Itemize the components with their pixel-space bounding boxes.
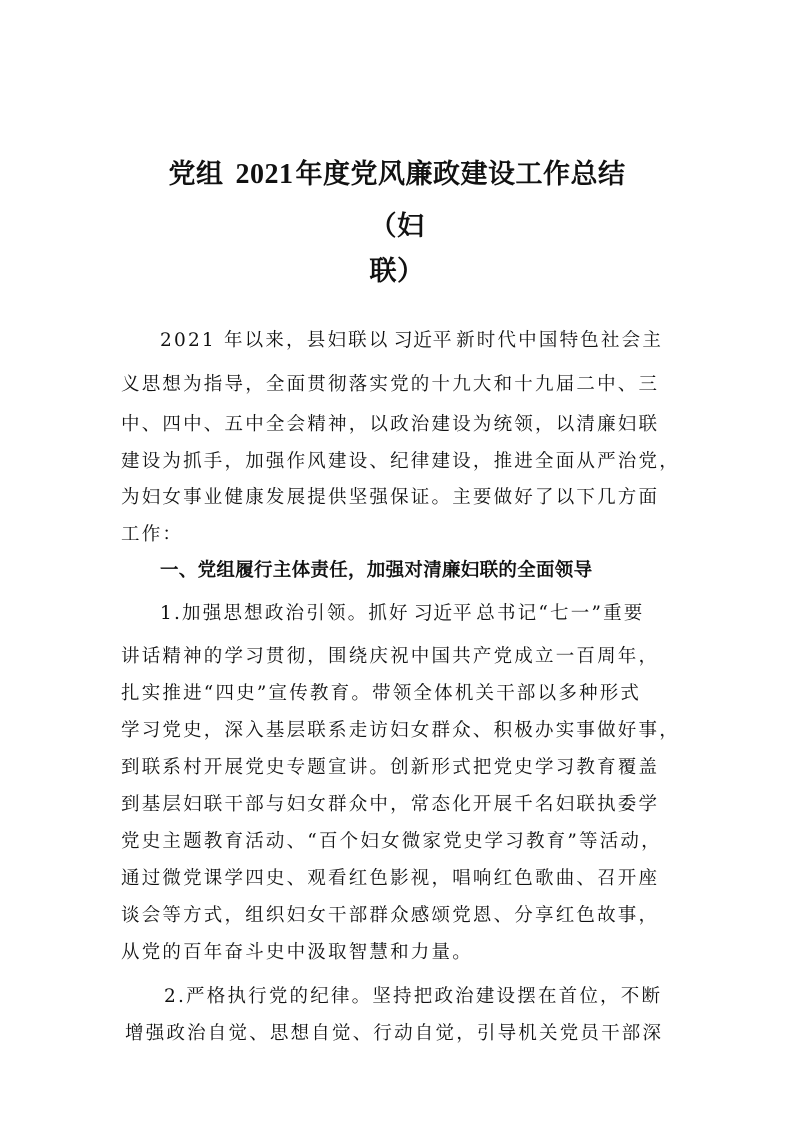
item2-line: 2.严格执行党的纪律。坚持把政治建设摆在首位，不断 — [164, 986, 663, 1007]
intro-line: 工作： — [121, 524, 184, 545]
intro-line: 义思想为指导，全面贯彻落实党的十九大和十九届二中、三 — [121, 374, 660, 395]
intro-line1-pre: 2021 年以来，县妇联以 — [160, 330, 390, 351]
intro-line: 建设为抓手，加强作风建设、纪律建设，推进全面从严治党， — [121, 451, 680, 472]
intro-line: 为妇女事业健康发展提供坚强保证。主要做好了以下几方面 — [121, 487, 660, 508]
item1-line: 扎实推进“四史”宣传教育。带领全体机关干部以多种形式 — [121, 683, 642, 704]
intro-line-1 — [160, 325, 663, 352]
item1-line: 从党的百年奋斗史中汲取智慧和力量。 — [121, 942, 473, 963]
item2-line: 增强政治自觉、思想自觉、行动自觉，引导机关党员干部深 — [125, 1023, 664, 1044]
item1-line: 谈会等方式，组织妇女干部群众感颂党恩、分享红色故事， — [121, 905, 660, 926]
title-year: 2021 — [235, 159, 294, 190]
item1-line: 讲话精神的学习贯彻，围绕庆祝中国共产党成立一百周年， — [121, 646, 660, 667]
title-line2: （妇 — [369, 211, 425, 242]
item1-line: 通过微党课学四史、观看红色影视，唱响红色歌曲、召开座 — [121, 868, 660, 889]
item1-line: 到基层妇联干部与妇女群众中，常态化开展千名妇联执委学 — [121, 794, 660, 815]
document-title — [0, 152, 794, 191]
section1-heading: 一、党组履行主体责任，加强对清廉妇联的全面领导 — [160, 560, 593, 581]
title-line3: 联） — [369, 256, 425, 287]
title-part2: 年度党风廉政建设工作总结 — [295, 159, 626, 190]
title-part1: 党组 — [168, 159, 224, 190]
item1-line-1 — [160, 598, 645, 625]
intro-line1-post: 新时代中国特色社会主 — [456, 330, 664, 351]
item1-line1-post: 总书记“七一”重要 — [476, 603, 645, 624]
item1-line: 党史主题教育活动、“百个妇女微家党史学习教育”等活动， — [121, 831, 662, 852]
item1-line: 学习党史，深入基层联系走访妇女群众、积极办实事做好事， — [121, 720, 680, 741]
item1-line: 到联系村开展党史专题宣讲。创新形式把党史学习教育覆盖 — [121, 757, 660, 778]
item1-name: 习近平 — [413, 602, 473, 624]
item1-line1-pre: 1.加强思想政治引领。抓好 — [160, 603, 410, 624]
intro-name: 习近平 — [393, 329, 453, 351]
intro-line: 中、四中、五中全会精神，以政治建设为统领，以清廉妇联 — [121, 414, 660, 435]
